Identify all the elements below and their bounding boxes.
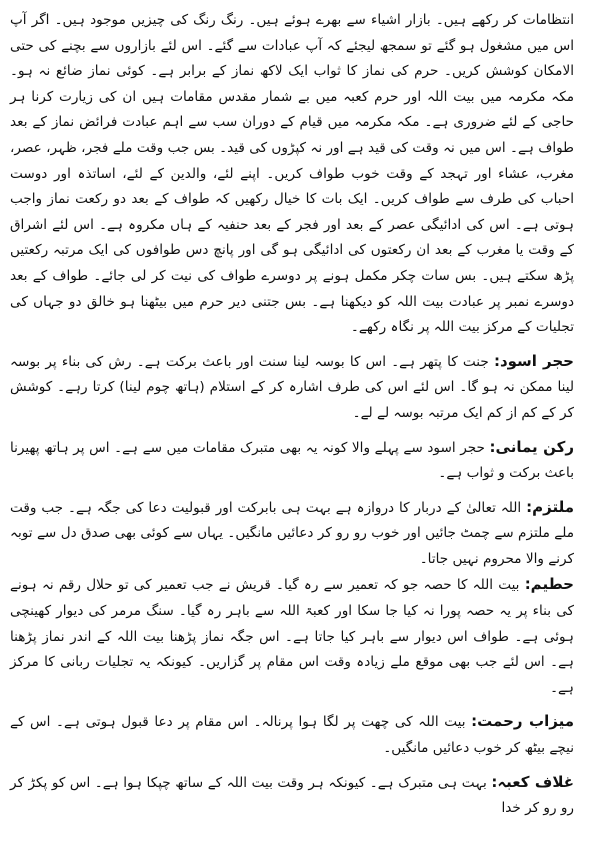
mizab-rehmat-paragraph: [10, 709, 574, 761]
multazam-text: اللہ تعالیٰ کے دربار کا دروازہ ہے بہت ہی بابرکت اور قبولیت دعا کی جگہ ہے۔ جب وقت ملے ملتزم سے چمٹ جائیں اور خوب رو رو کر دعائیں مانگیں۔ یہاں سے کوئی بھی صدق دل سے توبہ کرنے والا محروم نہیں جاتا۔: [10, 499, 574, 567]
rukn-yamani-heading: رکن یمانی:: [489, 437, 574, 456]
hateem-text: بیت اللہ کا حصہ جو کہ تعمیر سے رہ گیا۔ قریش نے جب تعمیر کی تو حلال رقم نہ ہونے کی بناء پر یہ حصہ پورا نہ کیا جا سکا اور کعبۃ اللہ سے باہر رہ گیا۔ سنگ مرمر کی دیوار کھینچی ہوئی ہے۔ طواف اس دیوار سے باہر کیا جاتا ہے۔ اس جگہ نماز پڑھنا بیت اللہ کے اندر نماز پڑھنا ہے۔ اس لئے جب بھی موقع ملے زیادہ وقت اس مقام پر گزاریں۔ کیونکہ یہ تجلیات ربانی کا مرکز ہے۔: [10, 577, 574, 696]
paragraph-gap: [10, 701, 574, 709]
hateem-heading: حطیم:: [524, 575, 574, 594]
mizab-rehmat-text: بیت اللہ کی چھت پر لگا ہوا پرنالہ۔ اس مقام پر دعا قبول ہوتی ہے۔ اس کے نیچے بیٹھ کر خوب دعائیں مانگیں۔: [10, 714, 574, 757]
paragraph-gap: [10, 427, 574, 435]
hajar-aswad-paragraph: [10, 349, 574, 427]
hateem-paragraph: [10, 572, 574, 701]
multazam-paragraph: [10, 495, 574, 573]
hajar-aswad-heading: حجر اسود:: [493, 351, 574, 370]
multazam-heading: ملتزم:: [526, 497, 574, 516]
paragraph-gap: [10, 762, 574, 770]
paragraph-gap: [10, 487, 574, 495]
paragraph-gap: [10, 341, 574, 349]
rukn-yamani-text: حجر اسود سے پہلے والا کونہ یہ بھی متبرک مقامات میں سے ہے۔ اس پر ہاتھ پھیرنا باعث برکت و ثواب ہے۔: [10, 439, 574, 482]
intro-text: انتظامات کر رکھے ہیں۔ بازار اشیاء سے بھرے ہوئے ہیں۔ رنگ رنگ کی چیزیں موجود ہیں۔ اگر آپ اس میں مشغول ہو گئے تو سمجھ لیجئے کہ آپ عبادات سے گئے۔ اس لئے بازاروں سے بچنے کی حتی الامکان کوشش کریں۔ حرم کی نماز کا ثواب ایک لاکھ نماز کے برابر ہے۔ کوئی نماز ضائع نہ ہو۔ مکہ مکرمہ میں بیت اللہ اور حرم کعبہ میں بے شمار مقدس مقامات ہیں ان کی زیارت کرنا ہر حاجی کے لئے ضروری ہے۔ مکہ مکرمہ میں قیام کے دوران سب سے اہم عبادت فرائض نماز کے بعد طواف ہے۔ اس میں نہ وقت کی قید ہے اور نہ کپڑوں کی قید۔ بس جب وقت ملے فجر، ظہر، عصر، مغرب، عشاء اور تہجد کے وقت خوب طواف کریں۔ اپنے لئے، والدین کے لئے، اساتذہ اور دوست احباب کی طرف سے طواف کریں۔ ایک بات کا خیال رکھیں کہ طواف کے بعد دو رکعت نماز واجب ہوتی ہے۔ اس کی ادائیگی عصر کے بعد اور فجر کے بعد حنفیہ کے ہاں مکروہ ہے۔ اس لئے اشراق کے وقت یا مغرب کے بعد ان رکعتوں کی ادائیگی ہو گی اور پانچ دس طوافوں کی ایک مرتبہ رکعتیں پڑھ سکتے ہیں۔ بس سات چکر مکمل ہونے پر دوسرے طواف کی نیت کر لی جائے۔ طواف کے بعد دوسرے نمبر پر عبادت بیت اللہ کو دیکھنا ہے۔ بس جتنی دیر حرم میں بیٹھنا ہو خالق دو جہاں کی تجلیات کے مرکز بیت اللہ پر نگاہ رکھے۔: [10, 12, 574, 336]
mizab-rehmat-heading: میزاب رحمت:: [471, 712, 575, 731]
hajar-aswad-text: جنت کا پتھر ہے۔ اس کا بوسہ لینا سنت اور باعث برکت ہے۔ رش کی بناء پر بوسہ لینا ممکن نہ ہو گا۔ اس لئے اس کی طرف اشارہ کر کے استلام (ہاتھ چوم لینا) کرتا رہے۔ کوشش کر کے کم از کم ایک مرتبہ بوسہ لے لے۔: [10, 353, 574, 421]
intro-paragraph: [10, 8, 574, 341]
ghilaf-kaaba-paragraph: [10, 770, 574, 822]
ghilaf-kaaba-text: بہت ہی متبرک ہے۔ کیونکہ ہر وقت بیت اللہ کے ساتھ چپکا ہوا ہے۔ اس کو پکڑ کر رو رو کر خدا: [10, 774, 574, 817]
rukn-yamani-paragraph: [10, 435, 574, 487]
ghilaf-kaaba-heading: غلاف کعبہ:: [491, 772, 574, 791]
